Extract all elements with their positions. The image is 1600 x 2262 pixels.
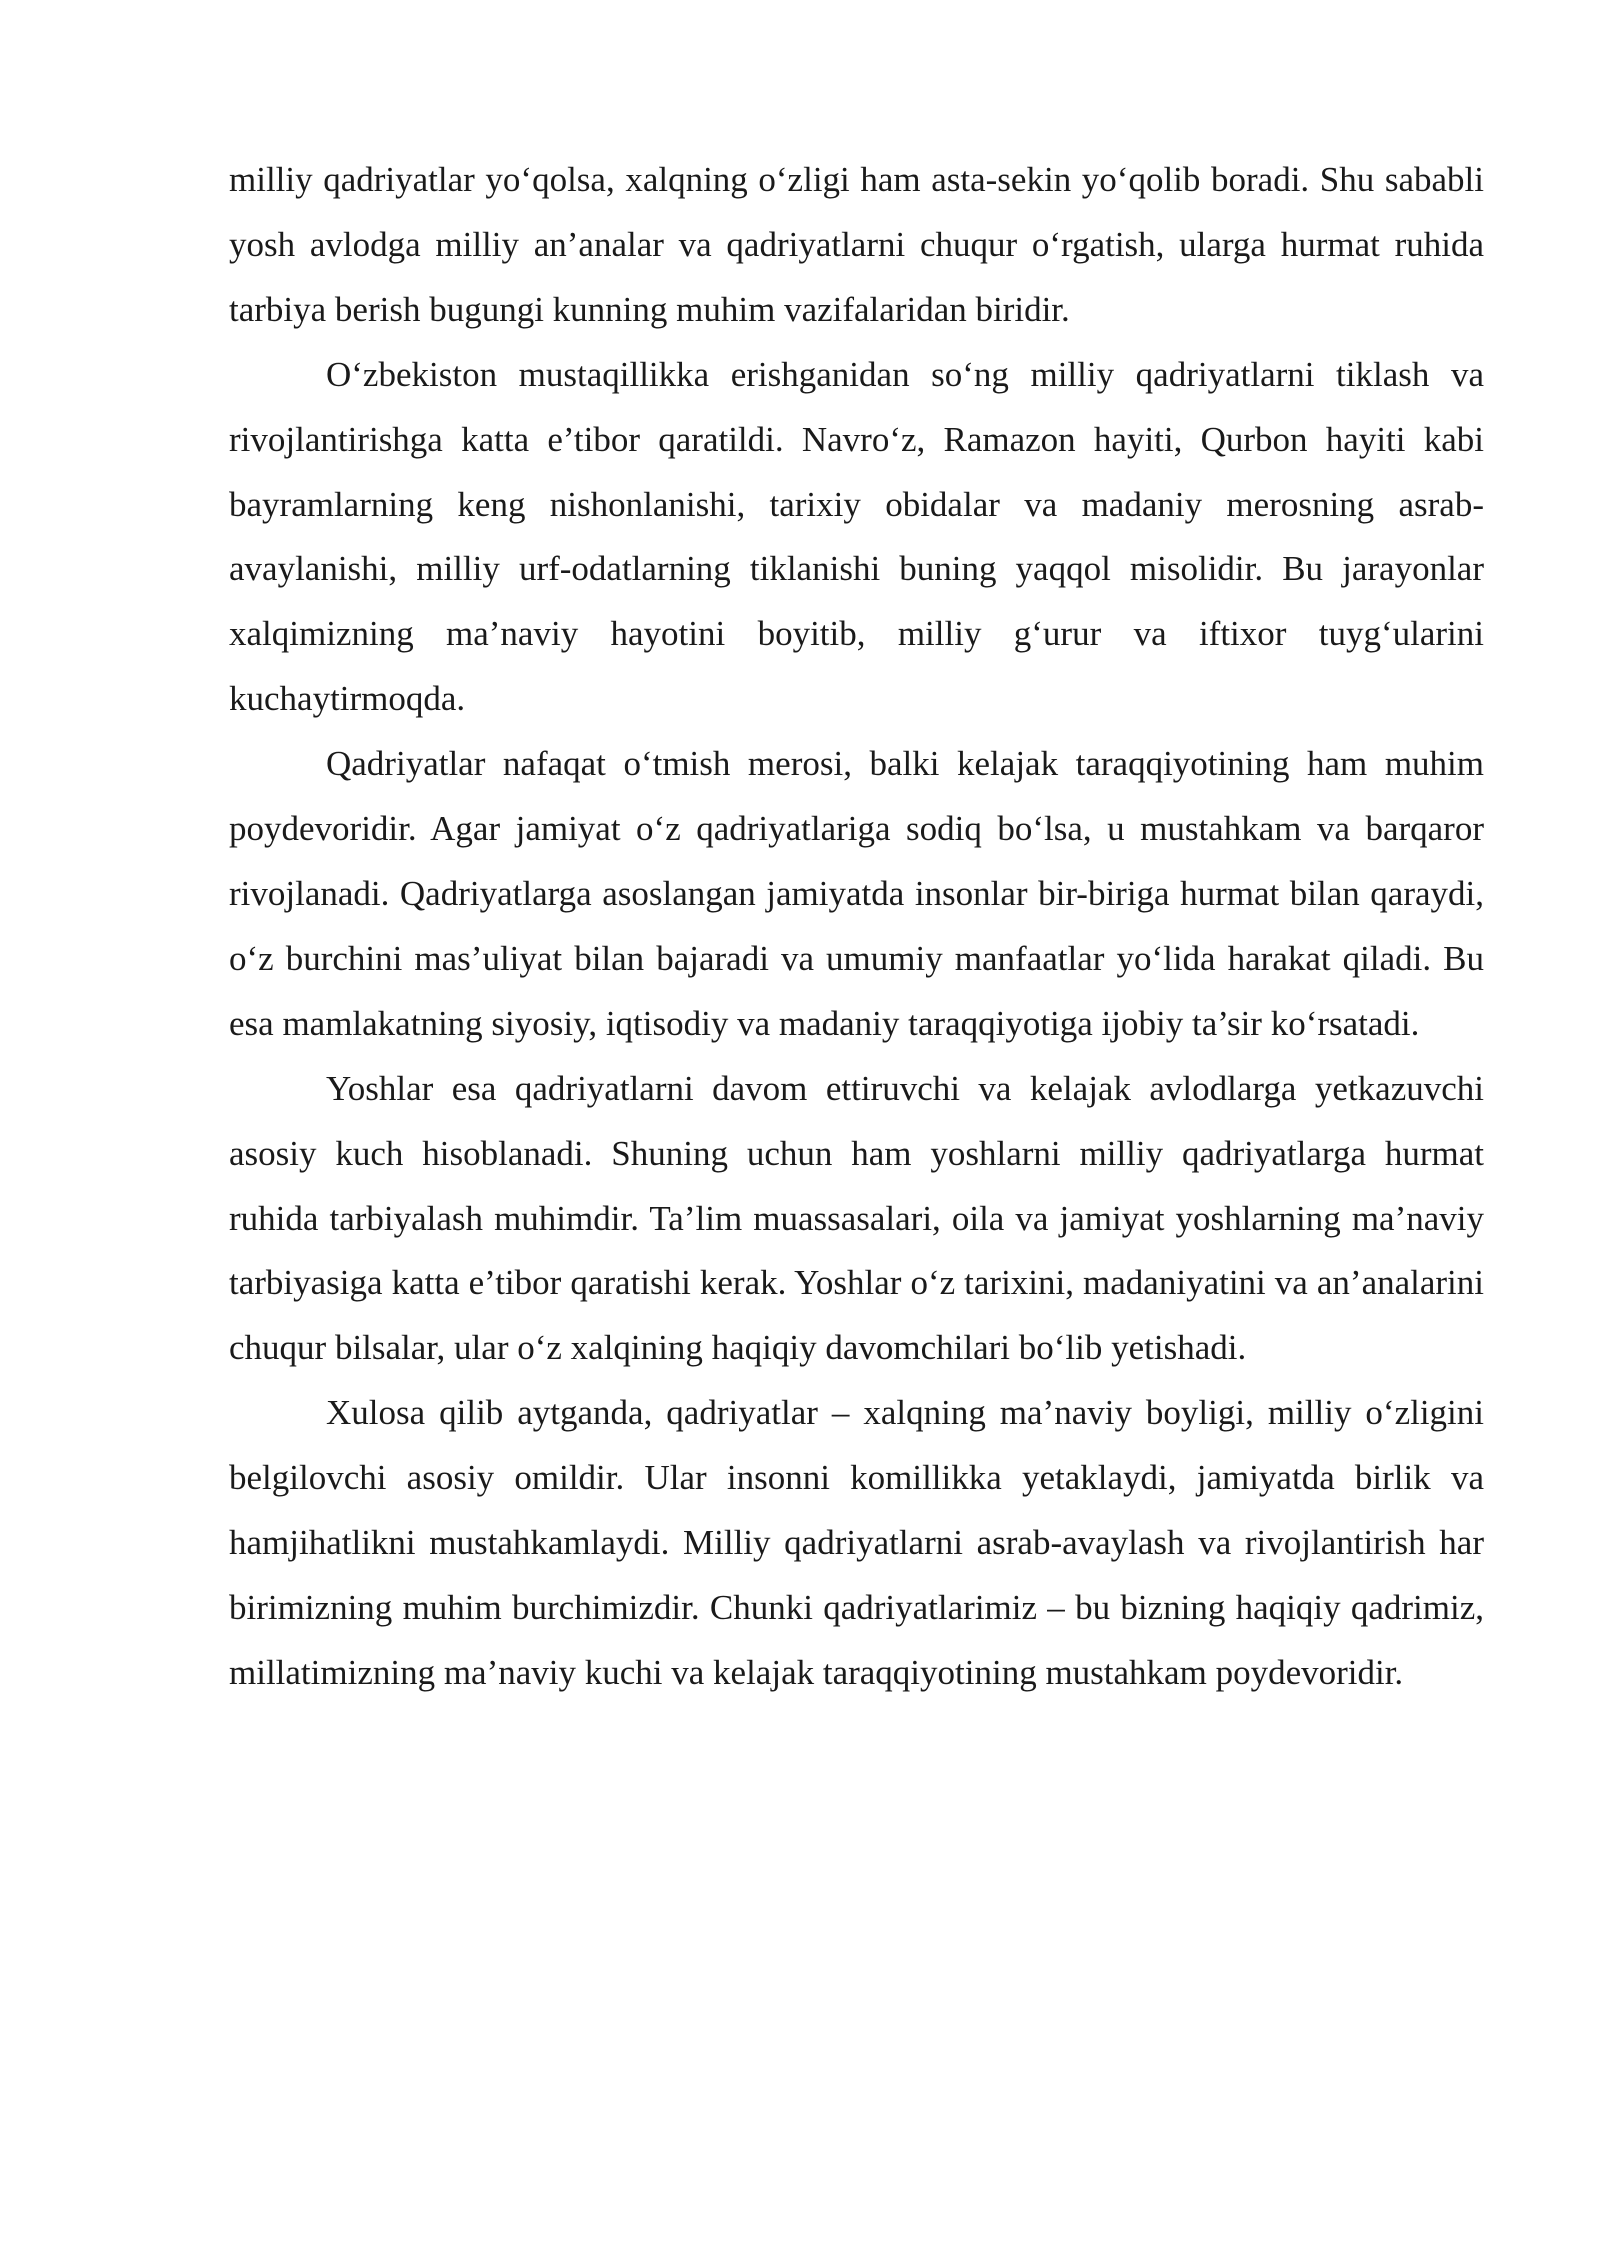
paragraph-values-foundation: Qadriyatlar nafaqat o‘tmish merosi, balki kelajak taraqqiyotining ham muhim poydevoridir. Agar jamiyat o‘z qadriyatlariga sodiq bo‘lsa, u mustahkam va barqaror rivojlanadi. Qadriyatlarga asoslangan jamiyatda insonlar bir-biriga hurmat bilan qaraydi, o‘z burchini mas’uliyat bilan bajaradi va umumiy manfaatlar yo‘lida harakat qiladi. Bu esa mamlakatning siyosiy, iqtisodiy va madaniy taraqqiyotiga ijobiy ta’sir ko‘rsatadi. [229,744,1484,1043]
paragraph-conclusion: Xulosa qilib aytganda, qadriyatlar – xalqning ma’naviy boyligi, milliy o‘zligini belgilovchi asosiy omildir. Ular insonni komillikka yetaklaydi, jamiyatda birlik va hamjihatlikni mustahkamlaydi. Milliy qadriyatlarni asrab-avaylash va rivojlantirish har birimizning muhim burchimizdir. Chunki qadriyatlarimiz – bu bizning haqiqiy qadrimiz, millatimizning ma’naviy kuchi va kelajak taraqqiyotining mustahkam poydevoridir. [229,1393,1484,1692]
paragraph-continuation: milliy qadriyatlar yo‘qolsa, xalqning o‘zligi ham asta-sekin yo‘qolib boradi. Shu sababli yosh avlodga milliy an’analar va qadriyatlarni chuqur o‘rgatish, ularga hurmat ruhida tarbiya berish bugungi kunning muhim vazifalaridan biridir. [229,160,1484,329]
document-body [229,148,1484,1706]
paragraph-independence-values: O‘zbekiston mustaqillikka erishganidan so‘ng milliy qadriyatlarni tiklash va rivojlantirishga katta e’tibor qaratildi. Navro‘z, Ramazon hayiti, Qurbon hayiti kabi bayramlarning keng nishonlanishi, tarixiy obidalar va madaniy merosning asrab-avaylanishi, milliy urf-odatlarning tiklanishi buning yaqqol misolidir. Bu jarayonlar xalqimizning ma’naviy hayotini boyitib, milliy g‘urur va iftixor tuyg‘ularini kuchaytirmoqda. [229,354,1484,719]
paragraph-youth: Yoshlar esa qadriyatlarni davom ettiruvchi va kelajak avlodlarga yetkazuvchi asosiy kuch hisoblanadi. Shuning uchun ham yoshlarni milliy qadriyatlarga hurmat ruhida tarbiyalash muhimdir. Ta’lim muassasalari, oila va jamiyat yoshlarning ma’naviy tarbiyasiga katta e’tibor qaratishi kerak. Yoshlar o‘z tarixini, madaniyatini va an’analarini chuqur bilsalar, ular o‘z xalqining haqiqiy davomchilari bo‘lib yetishadi. [229,1068,1484,1368]
